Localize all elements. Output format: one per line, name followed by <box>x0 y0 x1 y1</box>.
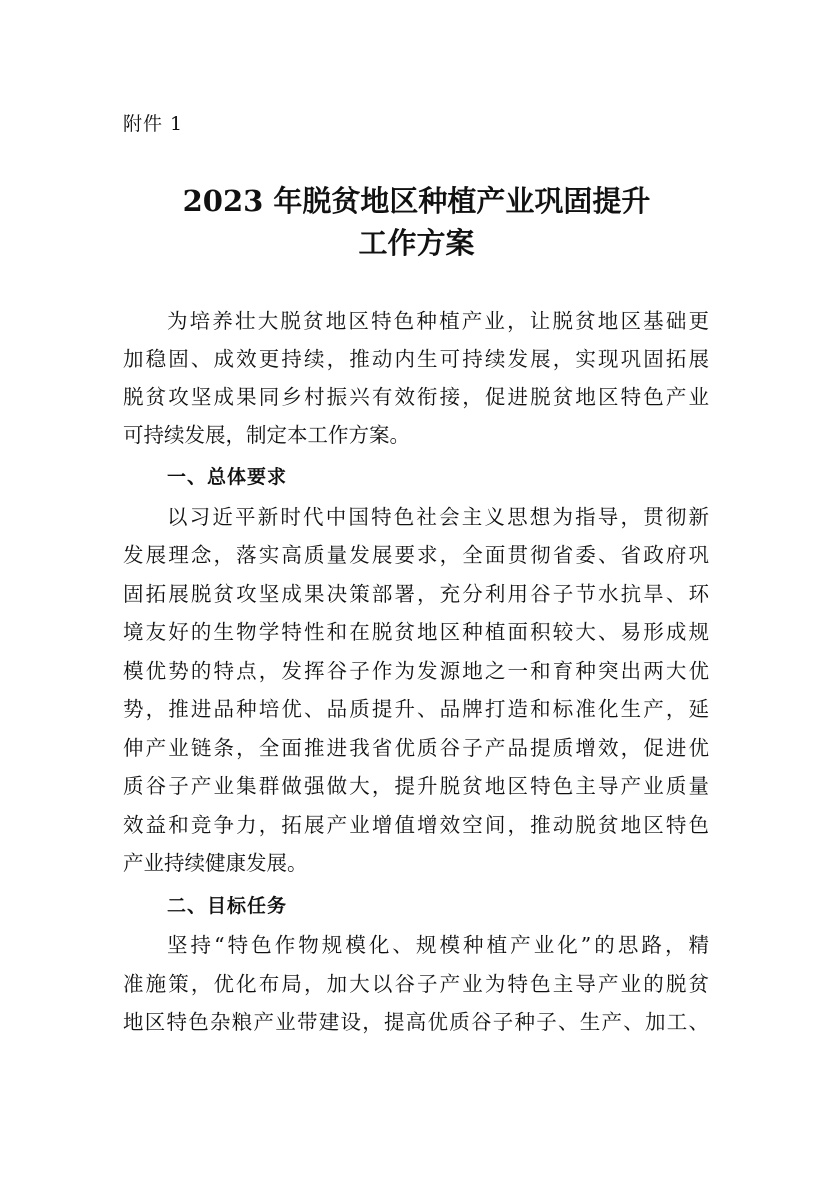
section1-line: 效益和竞争力，拓展产业增值增效空间，推动脱贫地区特色 <box>123 813 709 837</box>
section-heading-general-requirements: 一、总体要求 <box>167 466 288 488</box>
section1-line: 势，推进品种培优、品质提升、品牌打造和标准化生产，延 <box>123 697 709 721</box>
document-title-line-1: 2023 年脱贫地区种植产业巩固提升 <box>182 184 651 218</box>
section2-line: 地区特色杂粮产业带建设，提高优质谷子种子、生产、加工、 <box>123 1010 709 1034</box>
section1-line: 产业持续健康发展。 <box>123 851 308 875</box>
intro-line: 脱贫攻坚成果同乡村振兴有效衔接，促进脱贫地区特色产业 <box>123 385 709 409</box>
section1-line: 伸产业链条，全面推进我省优质谷子产品提质增效，促进优 <box>123 736 709 760</box>
section1-line: 模优势的特点，发挥谷子作为发源地之一和育种突出两大优 <box>123 659 709 683</box>
section1-line: 质谷子产业集群做强做大，提升脱贫地区特色主导产业质量 <box>123 774 709 798</box>
document-title-line-2: 工作方案 <box>358 226 475 260</box>
section1-line: 以习近平新时代中国特色社会主义思想为指导，贯彻新 <box>167 505 709 529</box>
intro-line: 加稳固、成效更持续，推动内生可持续发展，实现巩固拓展 <box>123 347 709 371</box>
section2-line: 准施策，优化布局，加大以谷子产业为特色主导产业的脱贫 <box>123 972 709 996</box>
section-heading-goals-tasks: 二、目标任务 <box>167 895 288 917</box>
section1-line: 发展理念，落实高质量发展要求，全面贯彻省委、省政府巩 <box>123 543 709 567</box>
attachment-label: 附件 1 <box>123 113 184 135</box>
intro-line: 为培养壮大脱贫地区特色种植产业，让脱贫地区基础更 <box>167 309 709 333</box>
section1-line: 境友好的生物学特性和在脱贫地区种植面积较大、易形成规 <box>123 620 709 644</box>
section1-line: 固拓展脱贫攻坚成果决策部署，充分利用谷子节水抗旱、环 <box>123 582 709 606</box>
intro-line: 可持续发展，制定本工作方案。 <box>123 423 410 447</box>
section2-line: 坚持“特色作物规模化、规模种植产业化”的思路，精 <box>167 933 709 957</box>
